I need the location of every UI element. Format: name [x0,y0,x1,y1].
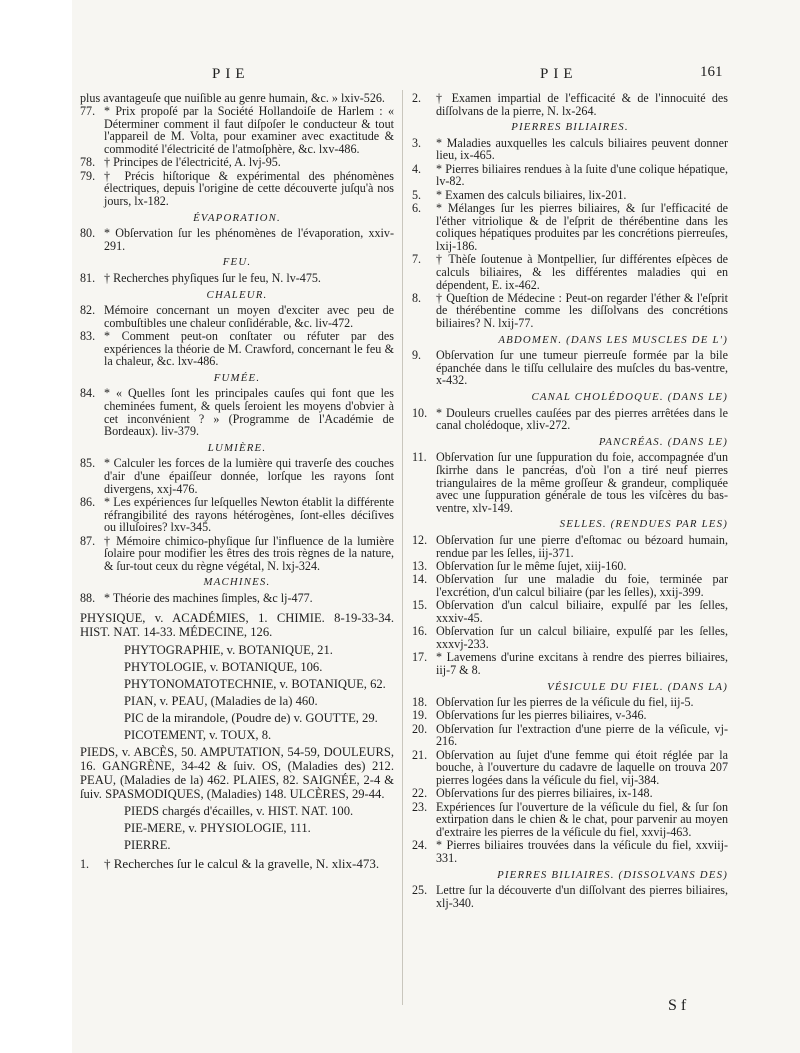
cross-reference-entry: PHYTONOMATOTECHNIE, v. BOTANIQUE, 62. [124,676,386,691]
running-head-right: PIE [540,66,578,82]
index-entry [412,292,728,330]
entry-number: 24. [412,838,428,853]
cross-reference-entry: PHYTOLOGIE, v. BOTANIQUE, 106. [124,659,323,674]
entry-number: 85. [80,456,96,471]
index-entry [80,457,394,495]
entry-text: * Maladies auxquelles les calculs biliaires peuvent donner lieu, ix-465. [436,135,728,163]
entry-number: 10. [412,405,428,420]
entry-text: Obſervation ſur les pierres de la véſicule du fiel, iij-5. [436,695,694,710]
entry-number: 25. [412,883,428,898]
entry-number: 17. [412,650,428,665]
index-entry [412,651,728,676]
column-divider [402,90,403,1005]
entry-text: Obſervation ſur l'extraction d'une pierre de la véſicule, vj-216. [436,721,728,749]
entry-text: Obſervations ſur les pierres biliaires, v-346. [436,708,647,723]
entry-text: Obſervation d'un calcul biliaire, expulſé par les ſelles, xxxiv-45. [436,598,728,625]
entry-number: 8. [412,290,422,305]
entry-number: 18. [412,695,428,710]
entry-text: Lettre ſur la découverte d'un diſſolvant des pierres biliaires, xlj-340. [436,883,728,910]
cross-reference-entry: PIC de la mirandole, (Poudre de) v. GOUTTE, 29. [124,710,378,725]
index-entry [412,189,728,202]
entry-number: 11. [412,450,427,465]
index-entry [412,451,728,514]
index-entry [80,592,394,605]
entry-number: 1. [80,856,90,871]
index-entry [80,227,394,252]
entry-text: Obſervation ſur un calcul biliaire, expulſé par les ſelles, xxxvj-233. [436,624,728,651]
index-entry [80,170,394,208]
entry-text: † Recherches ſur le calcul & la gravelle, N. xlix-473. [104,855,380,871]
entry-text: * Calculer les forces de la lumière qui traverſe des couches d'air d'une épaiſſeur donnée, lorſque les rayons ſont divergens, xxj-476. [104,456,394,496]
entry-text: Mémoire concernant un moyen d'exciter avec peu de combuſtibles une chaleur conſidérable, &c. liv-472. [104,303,394,330]
entry-number: 86. [80,495,96,509]
entry-number: 21. [412,747,428,762]
entry-number: 23. [412,799,428,814]
section-heading-pancreas: PANCRÉAS. (DANS LE) [598,435,728,448]
entry-number: 5. [412,187,422,202]
entry-number: 6. [412,201,422,216]
index-entry [80,496,394,534]
entry-text: Obſervation ſur une pierre d'eſtomac ou bézoard humain, rendue par les ſelles, iij-371. [436,532,728,560]
cross-reference-entry: PHYTOGRAPHIE, v. BOTANIQUE, 21. [124,642,333,657]
index-entry [412,709,728,722]
index-entry [412,723,728,748]
section-heading-canal-choledoque: CANAL CHOLÉDOQUE. (DANS LE) [531,391,728,404]
entry-text: * Théorie des machines ſimples, &c lj-477. [104,590,313,605]
section-heading-machines: MACHINES. [203,576,271,589]
index-entry [412,599,728,624]
entry-number: 9. [412,348,422,363]
entry-number: 78. [80,155,96,170]
index-entry [412,839,728,864]
entry-text: Expériences ſur l'ouverture de la véſicule du fiel, & ſur ſon extirpation dans le chien & le chat, pour parvenir au moyen d'extraire les pierres de la véſicule du fiel, xxvij-463. [436,799,728,840]
entry-text: † Recherches phyſiques ſur le feu, N. lv-475. [104,270,321,285]
section-heading-chaleur: CHALEUR. [206,288,268,301]
entry-text: * Pierres biliaires rendues à la ſuite d'une colique hépatique, lv-82. [436,161,728,189]
entry-number: 79. [80,168,96,183]
entry-text: Obſervation ſur le même ſujet, xiij-160. [436,558,627,573]
entry-text: * Obſervation ſur les phénomènes de l'évaporation, xxiv-291. [104,226,394,253]
section-heading-lumiere: LUMIÈRE. [207,441,267,454]
cross-reference-entry: PIAN, v. PEAU, (Maladies de la) 460. [124,693,318,708]
entry-number: 2. [412,91,422,105]
index-entry [80,535,394,573]
entry-number: 82. [80,303,96,318]
signature-mark: S f [668,997,687,1014]
cross-reference-entry: PIEDS chargés d'écailles, v. HIST. NAT. 100. [124,803,354,818]
section-heading-fumee: FUMÉE. [213,371,261,384]
entry-number: 81. [80,270,96,285]
entry-text: * Mélanges ſur les pierres biliaires, & ſur l'efficacité de l'éther vitriolique & de l'eſprit de thérébentine dans les coliques hépatiques produites par les concrétions pierreuſes, lxij-186. [436,201,728,253]
index-entry [412,696,728,709]
index-entry [412,787,728,800]
index-entry [412,625,728,650]
entry-number: 22. [412,786,428,801]
entry-text: † Mémoire chimico-phyſique ſur l'influence de la lumière ſolaire pour modifier les êtres des trois règnes de la nature, & ſur-tout ceux du règne végétal, N. lxj-324. [104,533,394,573]
index-entry [412,253,728,291]
continued-entry: plus avantageuſe que nuiſible au genre humain, &c. » lxiv-526. [80,91,385,105]
index-entry [412,349,728,387]
left-column [80,92,394,874]
index-entry [412,801,728,839]
section-heading-feu: FEU. [222,256,252,269]
entry-text: † Examen impartial de l'efficacité & de l'innocuité des diſſolvans de la pierre, N. lx-264. [436,91,728,118]
index-entry [80,387,394,437]
entry-number: 87. [80,533,96,548]
right-column [412,92,728,910]
entry-text: * Pierres biliaires trouvées dans la véſicule du fiel, xxviij-331. [436,838,728,865]
section-heading-vesicule-du-fiel: VÉSICULE DU FIEL. (DANS LA) [547,680,728,693]
index-entry [412,749,728,787]
entry-text: Obſervation au ſujet d'une femme qui étoit réglée par la bouche, à l'ouverture du cadavre de laquelle on trouva 207 pierres logées dans la véſicule du fiel, vij-384. [436,747,728,788]
entry-text: Obſervation ſur une maladie du foie, terminée par l'excrétion, d'un calcul biliaire (par les ſelles), xxij-399. [436,572,728,599]
entry-text: † Thèſe ſoutenue à Montpellier, ſur différentes eſpèces de calculs biliaires, & les différentes maladies qui en dépendent, E. ix-462. [436,252,728,292]
entry-number: 16. [412,624,428,639]
index-entry [80,272,394,285]
scan-margin [0,0,72,1053]
index-entry [412,92,728,117]
entry-text: * Lavemens d'urine excitans à rendre des pierres biliaires, iij-7 & 8. [436,650,728,677]
index-entry [80,156,394,169]
index-entry [80,330,394,368]
entry-number: 14. [412,572,428,587]
section-heading-abdomen: ABDOMEN. (DANS LES MUSCLES DE L') [498,333,728,346]
index-entry [80,855,394,871]
entry-number: 84. [80,386,96,401]
section-heading-selles: SELLES. (RENDUES PAR LES) [559,518,728,531]
entry-text: * Comment peut-on conſtater ou réfuter par des expériences la théorie de M. Crawford, concernant le feu & la chaleur, &c. lxv-486. [104,329,394,369]
entry-number: 3. [412,135,422,150]
entry-number: 77. [80,104,96,119]
entry-number: 19. [412,708,428,723]
entry-text: Obſervation ſur une ſuppuration du foie, accompagnée d'un ſkirrhe dans le pancréas, d'où l'on a tiré neuf pierres triangulaires de la même groſſeur & grandeur, compliquée avec une ſuppuration générale de tous les viſcères du bas-ventre, xlv-149. [436,450,728,515]
entry-number: 7. [412,252,422,267]
entry-number: 12. [412,532,428,547]
section-heading-dissolvans: PIERRES BILIAIRES. (DISSOLVANS DES) [497,868,728,881]
entry-text: * Les expériences ſur leſquelles Newton établit la différente réfrangibilité des rayons hétérogènes, ſont-elles déciſives ou illuſoires? lxv-345. [104,495,394,535]
entry-number: 83. [80,329,96,344]
entry-number: 80. [80,226,96,241]
cross-reference-entry: PIEDS, v. ABCÈS, 50. AMPUTATION, 54-59, DOULEURS, 16. GANGRÈNE, 34-42 & ſuiv. OS, (Maladies des) 212. PEAU, (Maladies de la) 462. PLAIES, 82. SAIGNÉE, 2-4 & ſuiv. SPASMODIQUES, (Maladies) 148. ULCÈRES, 29-44. [80,744,394,801]
entry-text: † Principes de l'électricité, A. lvj-95. [104,155,281,170]
cross-reference-entry: PICOTEMENT, v. TOUX, 8. [124,727,272,742]
index-entry [412,137,728,162]
index-entry [412,560,728,573]
entry-text: † Queſtion de Médecine : Peut-on regarder l'éther & l'eſprit de thérébentine comme les diſſolvans des concrétions biliaires? N. lxij-77. [436,290,728,331]
entry-text: * Prix propoſé par la Société Hollandoiſe de Harlem : « Déterminer comment il faut diſpoſer le conducteur & tout l'appareil de M. Volta, pour examiner avec exactitude & commodité l'électricité de l'atmoſphère, &c. lxv-486. [104,104,394,156]
entry-text: * « Quelles ſont les principales cauſes qui font que les cheminées fument, & quels ſeroient les moyens d'obvier à cet inconvénient ? » (Programme de l'Académie de Bordeaux). liv-379. [104,386,394,439]
running-head-left: PIE [212,66,250,82]
entry-text: Obſervation ſur une tumeur pierreuſe formée par la bile épanchée dans le tiſſu cellulaire des muſcles du bas-ventre, x-432. [436,348,728,388]
entry-text: * Examen des calculs biliaires, lix-201. [436,187,627,202]
entry-text: * Douleurs cruelles cauſées par des pierres arrêtées dans le canal cholédoque, xliv-272. [436,405,728,433]
index-entry [412,202,728,252]
index-entry [412,884,728,909]
entry-text: † Précis hiſtorique & expérimental des phénomènes électriques, depuis l'origine de cette découverte juſqu'à nos jours, lx-182. [104,168,394,208]
index-entry [412,407,728,432]
page-number: 161 [700,64,723,80]
index-entry [80,304,394,329]
index-entry [412,534,728,559]
subject-heading-pierre: PIERRE. [124,837,171,852]
index-entry [412,163,728,188]
entry-number: 4. [412,161,422,176]
cross-reference-entry: PHYSIQUE, v. ACADÉMIES, 1. CHIMIE. 8-19-33-34. HIST. NAT. 14-33. MÉDECINE, 126. [80,610,394,639]
entry-text: Obſervations ſur des pierres biliaires, ix-148. [436,786,653,801]
index-entry [80,105,394,155]
entry-number: 15. [412,598,428,613]
section-heading-pierres-biliaires: PIERRES BILIAIRES. [511,121,629,134]
cross-reference-entry: PIE-MERE, v. PHYSIOLOGIE, 111. [124,820,311,835]
index-entry [412,573,728,598]
entry-number: 20. [412,721,428,736]
entry-number: 88. [80,590,96,605]
section-heading-evaporation: ÉVAPORATION. [193,211,281,224]
entry-number: 13. [412,558,428,573]
